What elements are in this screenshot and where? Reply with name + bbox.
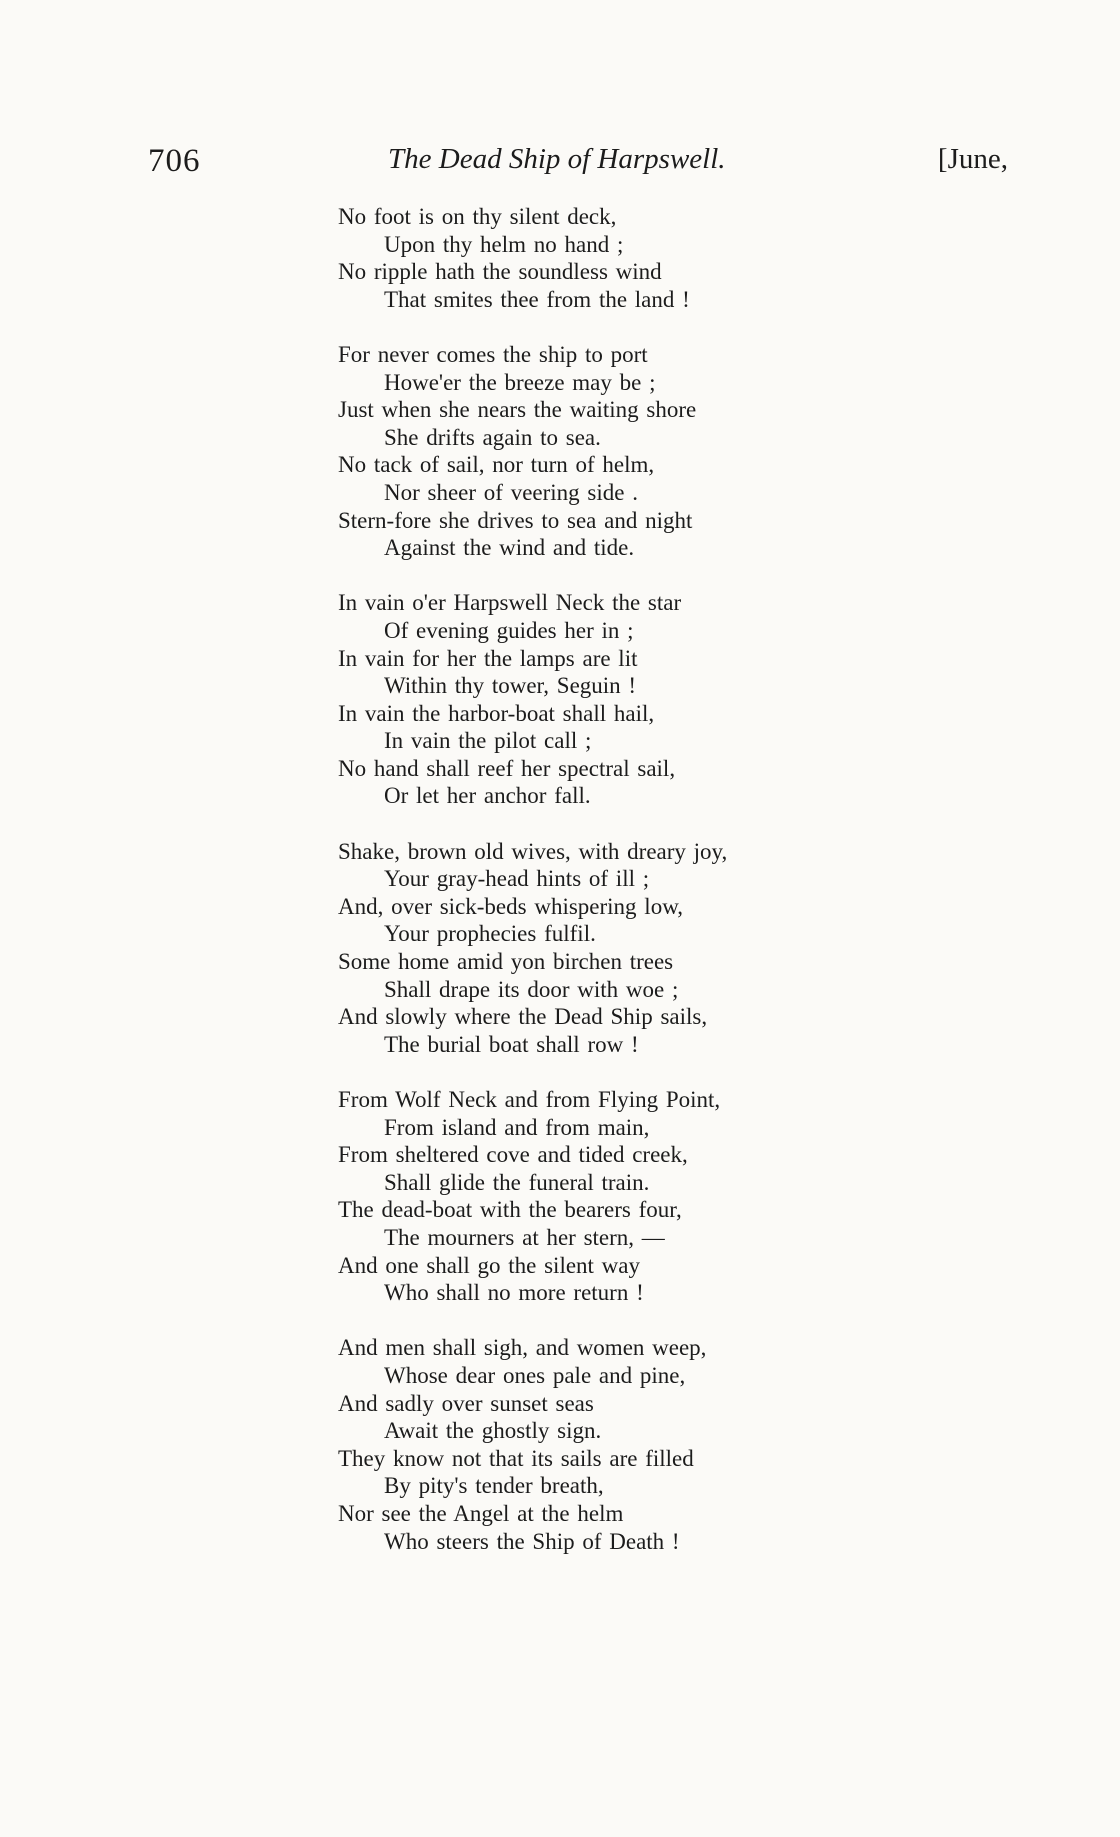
poem-line: In vain o'er Harpswell Neck the star	[338, 590, 682, 616]
poem-line: Your gray-head hints of ill ;	[384, 866, 650, 892]
poem-line: Just when she nears the waiting shore	[338, 397, 697, 423]
poem-line: No foot is on thy silent deck,	[338, 204, 617, 229]
poem-line: In vain the pilot call ;	[384, 728, 592, 754]
poem-line: Within thy tower, Seguin !	[384, 673, 637, 699]
poem-line: By pity's tender breath,	[384, 1473, 604, 1499]
poem-line: For never comes the ship to port	[338, 341, 648, 367]
poem-line: And slowly where the Dead Ship sails,	[338, 1004, 708, 1030]
poem-line: From Wolf Neck and from Flying Point,	[338, 1087, 721, 1112]
poem-line: Who steers the Ship of Death !	[384, 1528, 680, 1554]
running-month: [June,	[937, 143, 1008, 175]
poem-line: Some home amid yon birchen trees	[338, 949, 674, 975]
poem-body	[338, 203, 818, 1583]
poem-line: Nor sheer of veering side .	[384, 479, 638, 505]
poem-line: From sheltered cove and tided creek,	[338, 1142, 688, 1168]
poem-line: From island and from main,	[384, 1114, 650, 1140]
poem-line: Or let her anchor fall.	[384, 783, 591, 809]
poem-line: In vain the harbor-boat shall hail,	[338, 700, 655, 726]
stanza-2	[338, 341, 818, 562]
poem-line: Await the ghostly sign.	[384, 1418, 602, 1444]
poem-line: Howe'er the breeze may be ;	[384, 369, 656, 395]
poem-line: And, over sick-beds whispering low,	[338, 893, 684, 919]
poem-line: In vain for her the lamps are lit	[338, 645, 638, 671]
running-title: The Dead Ship of Harpswell.	[388, 143, 726, 175]
poem-line: Shall drape its door with woe ;	[384, 976, 679, 1002]
poem-line: They know not that its sails are filled	[338, 1445, 694, 1471]
page-number: 706	[148, 143, 201, 179]
poem-line: Shake, brown old wives, with dreary joy,	[338, 838, 728, 864]
poem-line: Upon thy helm no hand ;	[384, 231, 624, 257]
poem-line: Stern-fore she drives to sea and night	[338, 507, 693, 533]
poem-line: And men shall sigh, and women weep,	[338, 1335, 707, 1361]
poem-line: No hand shall reef her spectral sail,	[338, 755, 676, 781]
stanza-1	[338, 203, 818, 313]
poem-line: And sadly over sunset seas	[338, 1390, 594, 1416]
poem-line: The burial boat shall row !	[384, 1031, 639, 1057]
poem-line: That smites thee from the land !	[384, 286, 690, 312]
poem-line: The dead-boat with the bearers four,	[338, 1197, 682, 1223]
poem-line: No tack of sail, nor turn of helm,	[338, 452, 655, 478]
stanza-6	[338, 1334, 818, 1555]
poem-line: She drifts again to sea.	[384, 424, 601, 450]
poem-line: Shall glide the funeral train.	[384, 1169, 650, 1195]
poem-line: The mourners at her stern, —	[384, 1224, 665, 1250]
stanza-5	[338, 1086, 818, 1307]
poem-line: No ripple hath the soundless wind	[338, 259, 662, 285]
poem-line: Your prophecies fulfil.	[384, 921, 596, 947]
stanza-3	[338, 589, 818, 810]
poem-line: Against the wind and tide.	[384, 535, 635, 561]
running-header	[148, 143, 1008, 183]
poem-line: Whose dear ones pale and pine,	[384, 1362, 686, 1388]
poem-line: Of evening guides her in ;	[384, 617, 634, 643]
poem-line: And one shall go the silent way	[338, 1252, 641, 1278]
poem-line: Who shall no more return !	[384, 1280, 644, 1306]
stanza-4	[338, 838, 818, 1059]
poem-line: Nor see the Angel at the helm	[338, 1500, 624, 1526]
